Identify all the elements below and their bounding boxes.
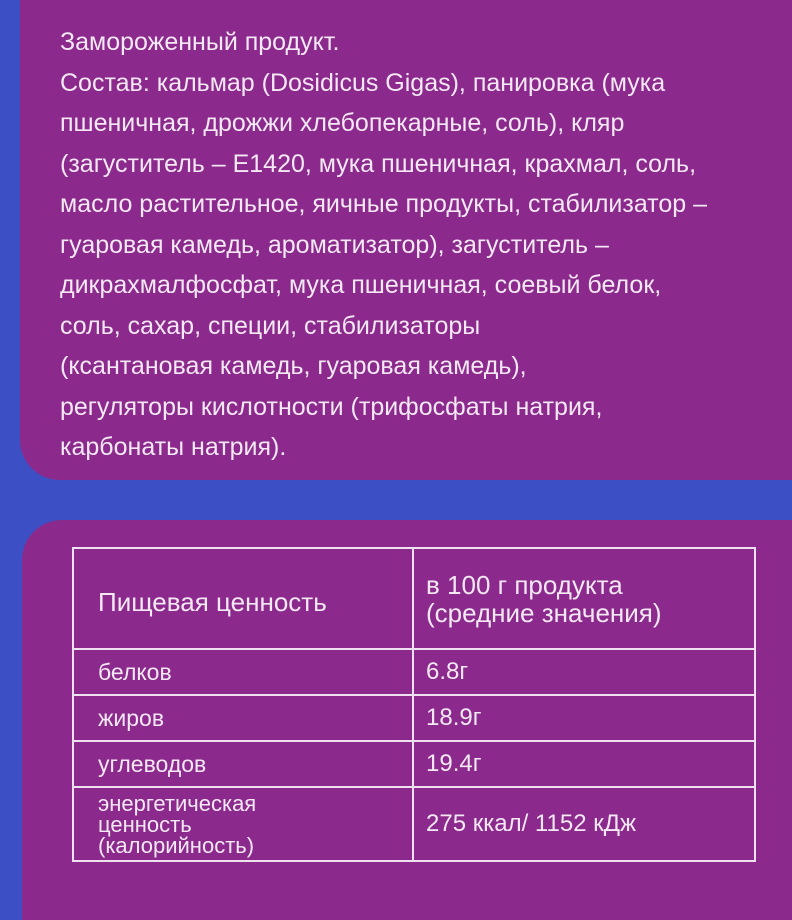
- energy-label: [73, 787, 413, 861]
- ingredients-line: дикрахмалфосфат, мука пшеничная, соевый белок,: [60, 271, 662, 299]
- nutrient-label: углеводов: [73, 741, 413, 787]
- energy-label-line: энергетическая: [98, 790, 257, 816]
- nutrient-label: белков: [73, 649, 413, 695]
- header-right-line: (средние значения): [426, 597, 662, 628]
- ingredients-line: (загуститель – Е1420, мука пшеничная, крахмал, соль,: [60, 149, 697, 178]
- ingredients-line: пшеничная, дрожжи хлебопекарные, соль), кляр: [60, 109, 625, 137]
- energy-value: 275 ккал/ 1152 кДж: [413, 787, 755, 861]
- table-row: [73, 695, 755, 741]
- nutrition-header-right: [413, 548, 755, 649]
- ingredients-line: Состав: кальмар (Dosidicus Gigas), панировка (мука: [60, 68, 666, 97]
- nutrition-header-row: [73, 548, 755, 649]
- nutrition-table: [72, 547, 756, 862]
- ingredients-line: Замороженный продукт.: [60, 28, 340, 56]
- energy-label-line: (калорийность): [98, 832, 255, 858]
- nutrient-label: жиров: [73, 695, 413, 741]
- nutrient-value: 18.9г: [413, 695, 755, 741]
- ingredients-line: гуаровая камедь, ароматизатор), загуститель –: [60, 230, 609, 259]
- nutrition-header-left: Пищевая ценность: [73, 548, 413, 649]
- ingredients-text: [60, 22, 780, 468]
- ingredients-line: соль, сахар, специи, стабилизаторы: [60, 311, 481, 340]
- header-right-line: в 100 г продукта: [426, 569, 623, 600]
- ingredients-line: (ксантановая камедь, гуаровая камедь),: [60, 352, 527, 380]
- table-row: [73, 741, 755, 787]
- energy-label-line: ценность: [98, 811, 192, 837]
- table-row-energy: [73, 787, 755, 861]
- nutrient-value: 6.8г: [413, 649, 755, 695]
- nutrient-value: 19.4г: [413, 741, 755, 787]
- ingredients-line: масло растительное, яичные продукты, стабилизатор –: [60, 190, 708, 218]
- ingredients-line: регуляторы кислотности (трифосфаты натрия,: [60, 392, 603, 421]
- table-row: [73, 649, 755, 695]
- ingredients-line: карбонаты натрия).: [60, 433, 287, 461]
